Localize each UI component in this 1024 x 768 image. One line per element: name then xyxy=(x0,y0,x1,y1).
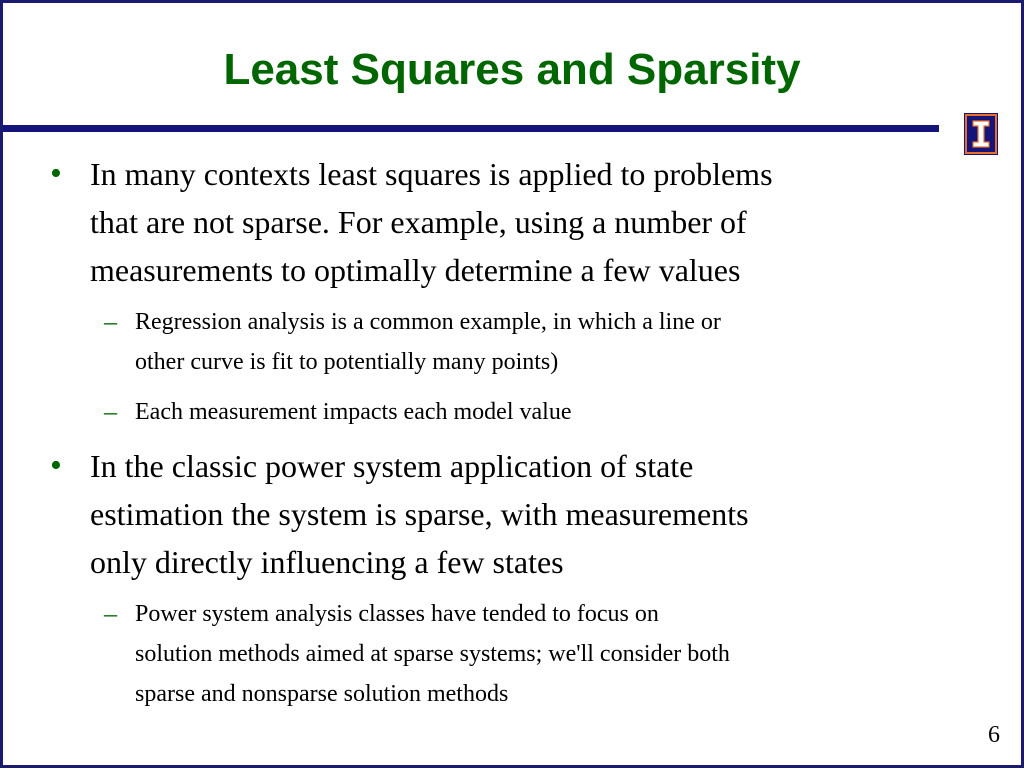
bullet-marker: • xyxy=(50,155,62,192)
bullet-2-line-2: estimation the system is sparse, with measurements xyxy=(90,496,749,532)
page-number: 6 xyxy=(988,722,1000,748)
bullet-2-line-1: In the classic power system application of state xyxy=(90,448,694,484)
bullet-1-line-3: measurements to optimally determine a few values xyxy=(90,252,741,288)
sub-bullet-1-1-line-2: other curve is fit to potentially many points) xyxy=(135,349,559,375)
sub-bullet-marker: – xyxy=(104,599,117,628)
bullet-marker: • xyxy=(50,447,62,484)
sub-bullet-1-2-line-1: Each measurement impacts each model value xyxy=(135,399,572,425)
slide-title: Least Squares and Sparsity xyxy=(223,45,801,94)
sub-bullet-marker: – xyxy=(104,307,117,336)
sub-bullet-marker: – xyxy=(104,397,117,426)
bullet-1-line-1: In many contexts least squares is applied to problems xyxy=(90,156,773,192)
sub-bullet-2-1-line-2: solution methods aimed at sparse systems; we'll consider both xyxy=(135,641,730,667)
sub-bullet-2-1-line-3: sparse and nonsparse solution methods xyxy=(135,681,509,707)
bullet-1-line-2: that are not sparse. For example, using a number of xyxy=(90,204,747,240)
sub-bullet-2-1-line-1: Power system analysis classes have tended to focus on xyxy=(135,601,659,627)
bullet-2-line-3: only directly influencing a few states xyxy=(90,544,564,580)
sub-bullet-1-1-line-1: Regression analysis is a common example, in which a line or xyxy=(135,309,721,335)
